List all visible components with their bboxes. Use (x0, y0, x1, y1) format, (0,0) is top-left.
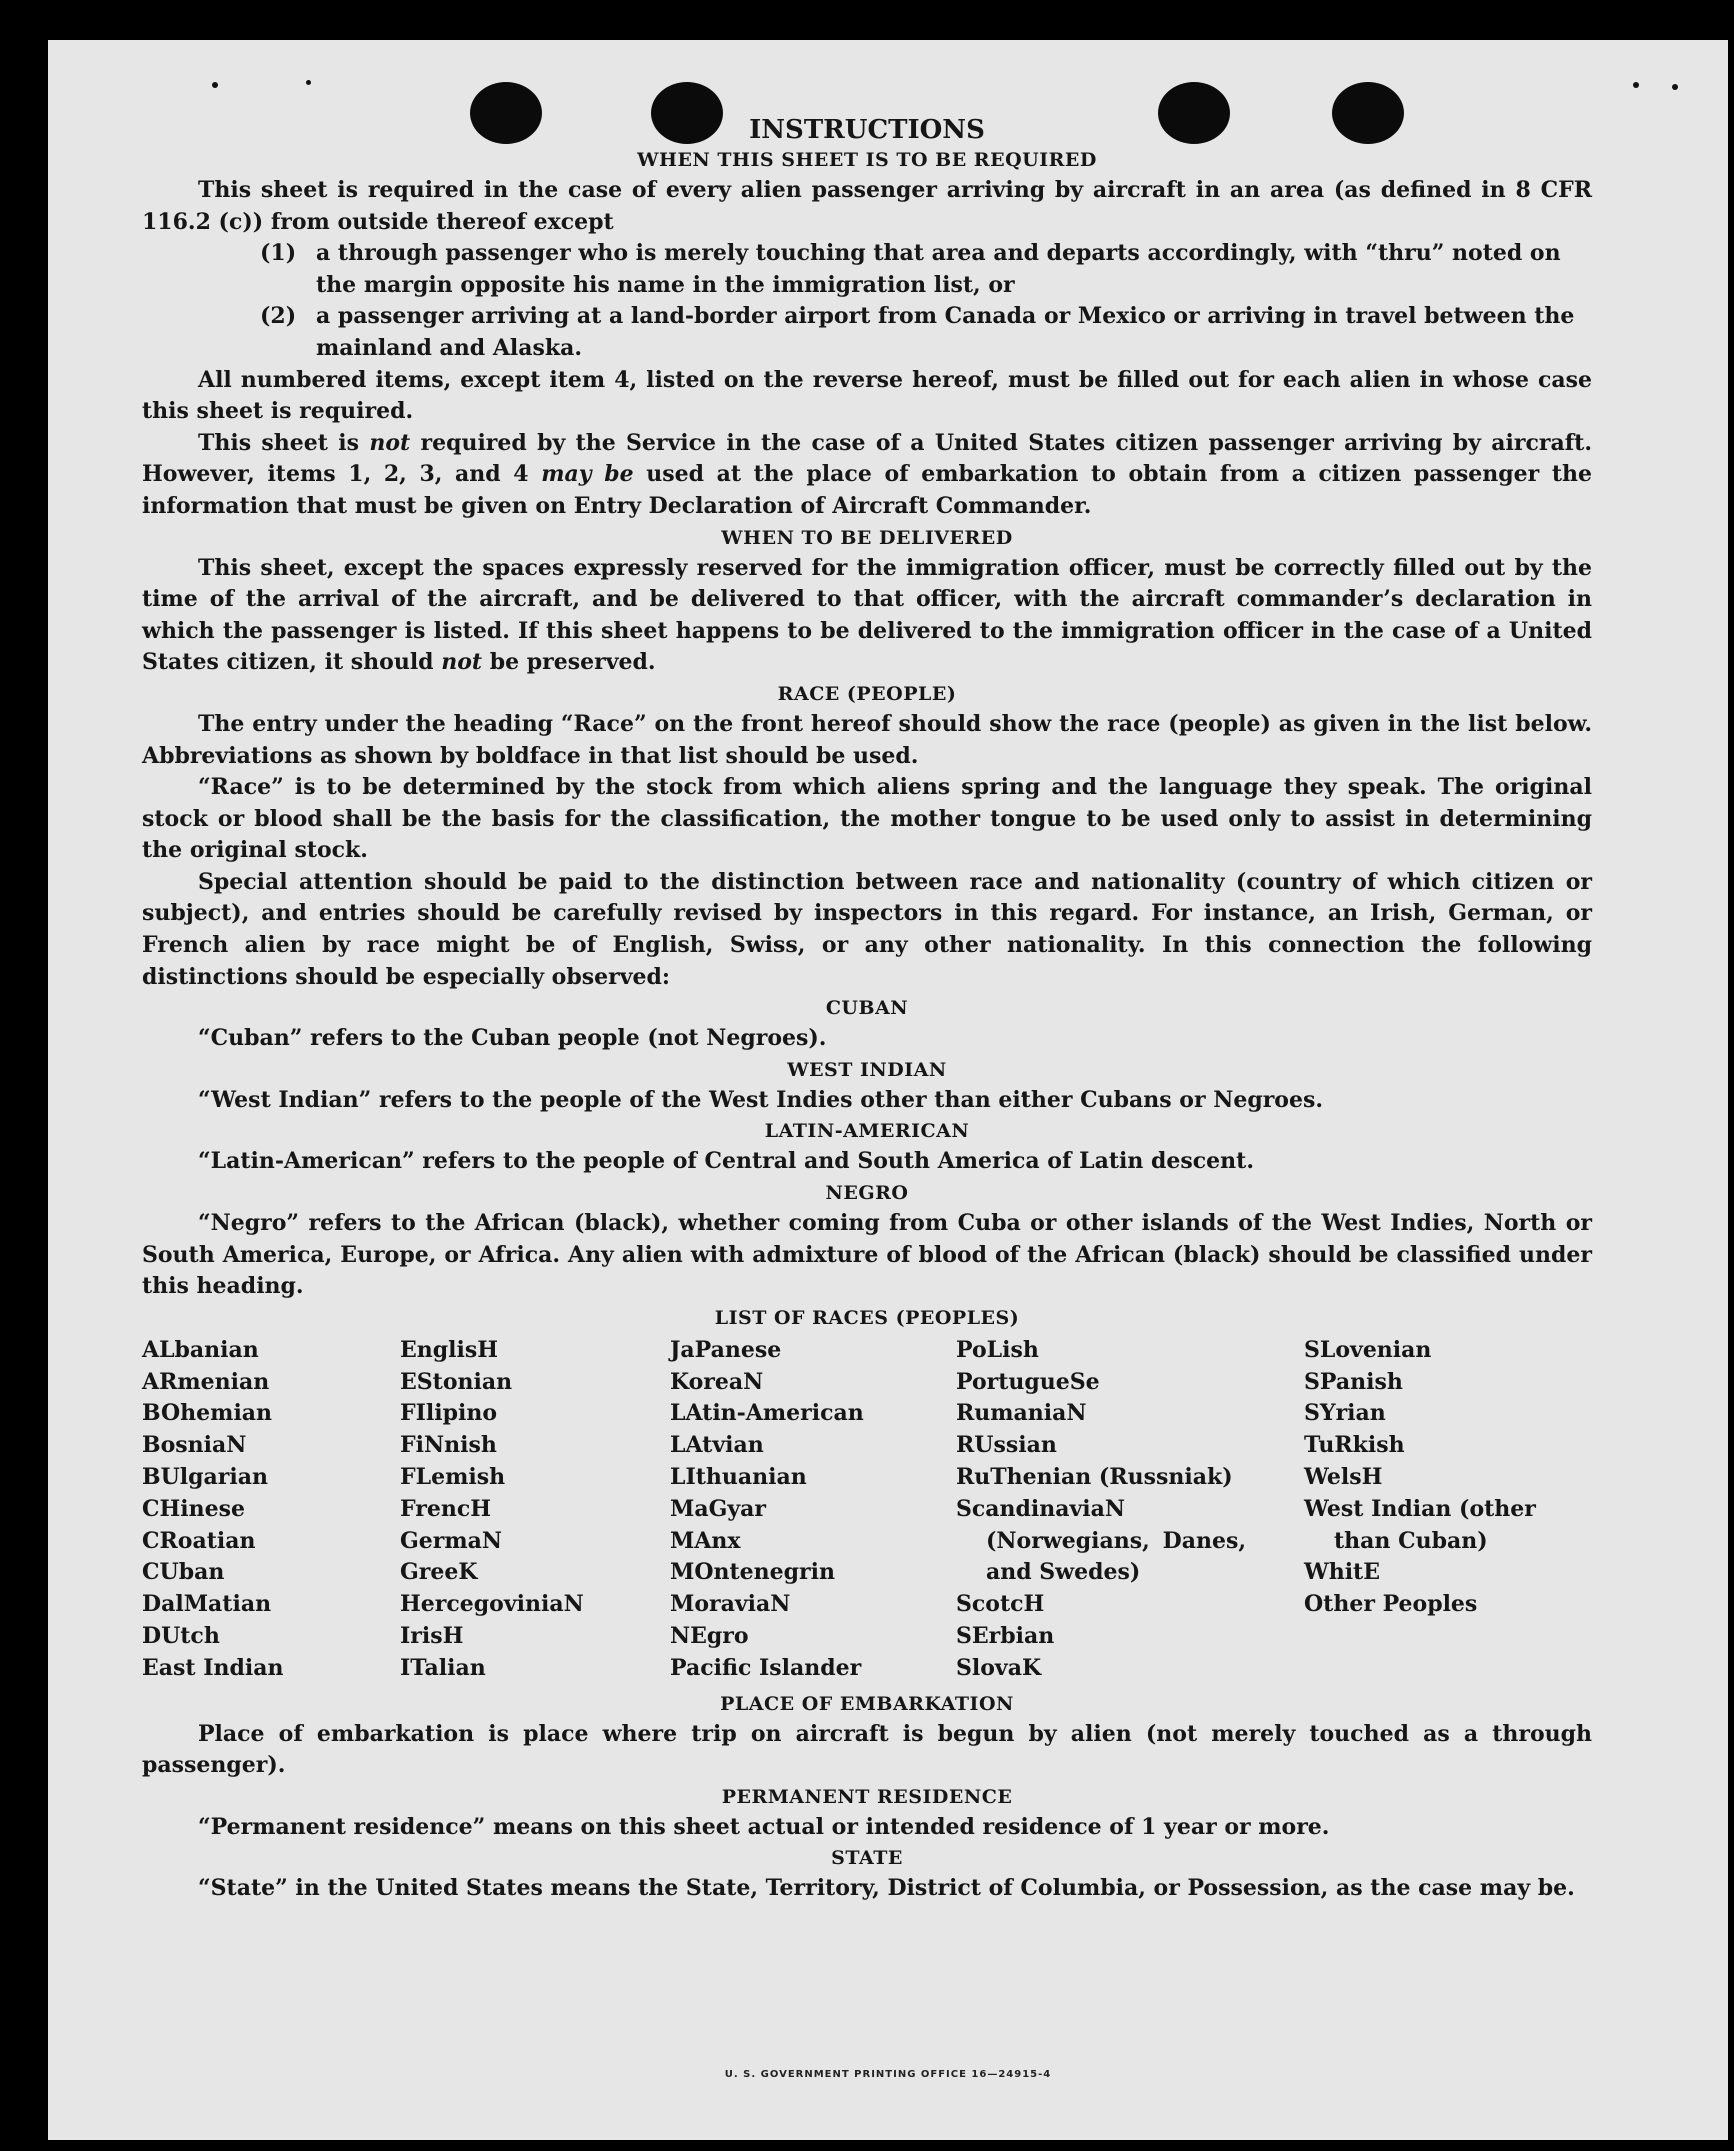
paragraph: “Permanent residence” means on this sheet actual or intended residence of 1 year or more. (198, 1813, 1330, 1840)
paragraph: “Race” is to be determined by the stock from which aliens spring and the language they speak. The original stock or blood shall be the basis for the classification, the mother tongue to be used only to assist in determining the original stock. (142, 774, 1592, 864)
heading-list-of-races: LIST OF RACES (PEOPLES) (714, 1306, 1020, 1329)
heading-west-indian: WEST INDIAN (787, 1058, 947, 1081)
list-item (142, 301, 1592, 364)
race-item: WhitE (1304, 1559, 1380, 1586)
race-item: CHinese (142, 1495, 246, 1522)
paragraph: This sheet is required in the case of every alien passenger arriving by aircraft in an area (as defined in 8 CFR 116.2 (c)) from outside thereof except (142, 177, 1592, 235)
race-item: JaPanese (670, 1336, 782, 1363)
item-number: (1) (260, 240, 297, 267)
race-item: MaGyar (670, 1495, 767, 1522)
speck (1633, 82, 1639, 88)
paragraph: This sheet, except the spaces expressly reserved for the immigration officer, must be correctly filled out by the time of the arrival of the aircraft, and be delivered to that officer, with the aircraft commander’s declaration in which the passenger is listed. If this sheet happens to be delivered to the immigration officer in the case of a United States citizen, it should not be preserved. (142, 554, 1592, 676)
item-number: (2) (260, 303, 297, 330)
item-text: a through passenger who is merely touching that area and departs accordingly, with “thru” noted on the margin opposite his name in the immigration list, or (316, 240, 1561, 298)
race-item: CUban (142, 1559, 225, 1586)
race-item: Other Peoples (1304, 1591, 1478, 1618)
race-column (142, 1335, 400, 1685)
heading-when-delivered: WHEN TO BE DELIVERED (721, 526, 1013, 549)
race-item: ScandinaviaN (Norwegians, Danes, and Swedes) (956, 1495, 1246, 1586)
race-item: ARmenian (142, 1368, 270, 1395)
race-item: KoreaN (670, 1368, 764, 1395)
race-item: RUssian (956, 1432, 1057, 1459)
race-item: MAnx (670, 1527, 741, 1554)
paragraph: This sheet is not required by the Service in the case of a United States citizen passenger arriving by aircraft. However, items 1, 2, 3, and 4 may be used at the place of embarkation to obtain from a citizen passenger the information that must be given on Entry Declaration of Aircraft Commander. (142, 429, 1592, 519)
race-item: TuRkish (1304, 1432, 1405, 1459)
heading-state: STATE (831, 1847, 903, 1870)
race-item: LIthuanian (670, 1464, 807, 1490)
race-item: FrencH (400, 1495, 491, 1522)
race-item: FIlipino (400, 1400, 498, 1427)
race-item: SLovenian (1304, 1336, 1432, 1363)
race-item: RuThenian (Russniak) (956, 1464, 1233, 1490)
list-item (142, 238, 1592, 301)
race-column (956, 1335, 1246, 1685)
race-column (1246, 1335, 1564, 1685)
page-title: INSTRUCTIONS (749, 115, 985, 145)
race-item: EStonian (400, 1368, 513, 1395)
race-list (142, 1335, 1592, 1685)
race-item: DalMatian (142, 1591, 272, 1618)
race-item: PortugueSe (956, 1368, 1100, 1395)
race-item: RumaniaN (956, 1400, 1087, 1427)
paragraph: Place of embarkation is place where trip on aircraft is begun by alien (not merely touched as a through passenger). (142, 1720, 1592, 1779)
race-item: West Indian (other than Cuban) (1304, 1495, 1536, 1554)
race-item: BUlgarian (142, 1464, 268, 1490)
speck (306, 80, 311, 85)
race-item: ALbanian (142, 1336, 259, 1363)
race-item: ITalian (400, 1654, 486, 1681)
race-item: GermaN (400, 1527, 503, 1554)
heading-when-required: WHEN THIS SHEET IS TO BE REQUIRED (637, 149, 1097, 171)
race-item: IrisH (400, 1622, 464, 1649)
emphasis: not (369, 429, 411, 456)
printing-office-footer: U. S. GOVERNMENT PRINTING OFFICE 16—24915-4 (724, 2069, 1052, 2080)
race-item: ScotcH (956, 1591, 1045, 1618)
heading-cuban: CUBAN (825, 997, 909, 1020)
race-item: LAtvian (670, 1432, 764, 1459)
race-column (670, 1335, 956, 1685)
paragraph: The entry under the heading “Race” on the front hereof should show the race (people) as given in the list below. Abbreviations as shown by boldface in that list should be used. (142, 710, 1592, 769)
paragraph: “West Indian” refers to the people of the West Indies other than either Cubans or Negroes. (198, 1086, 1324, 1113)
paragraph: “Cuban” refers to the Cuban people (not Negroes). (198, 1025, 827, 1052)
paragraph: “Latin-American” refers to the people of Central and South America of Latin descent. (198, 1148, 1254, 1175)
emphasis: may be (541, 461, 634, 488)
race-item: SlovaK (956, 1654, 1042, 1681)
race-item: MoraviaN (670, 1591, 791, 1618)
item-text: a passenger arriving at a land-border airport from Canada or Mexico or arriving in travel between the mainland and Alaska. (316, 303, 1575, 361)
race-item: FLemish (400, 1464, 506, 1490)
heading-negro: NEGRO (825, 1182, 909, 1205)
race-item: BosniaN (142, 1432, 247, 1459)
emphasis: not (441, 649, 483, 676)
race-item: SYrian (1304, 1400, 1386, 1427)
race-item: HercegoviniaN (400, 1591, 584, 1618)
race-item: MOntenegrin (670, 1559, 835, 1586)
race-column (400, 1335, 670, 1685)
paragraph: All numbered items, except item 4, listed on the reverse hereof, must be filled out for each alien in whose case this sheet is required. (142, 366, 1592, 425)
race-item: SPanish (1304, 1368, 1403, 1395)
paragraph: “Negro” refers to the African (black), whether coming from Cuba or other islands of the West Indies, North or South America, Europe, or Africa. Any alien with admixture of blood of the African (black) should be classified under this heading. (142, 1210, 1592, 1300)
race-item: DUtch (142, 1622, 220, 1649)
race-item: CRoatian (142, 1527, 256, 1554)
heading-place-of-embarkation: PLACE OF EMBARKATION (720, 1692, 1014, 1715)
race-item: GreeK (400, 1559, 478, 1586)
race-item: SErbian (956, 1622, 1055, 1649)
heading-latin-american: LATIN-AMERICAN (764, 1120, 970, 1143)
race-item: East Indian (142, 1654, 284, 1681)
race-item: BOhemian (142, 1400, 273, 1427)
heading-permanent-residence: PERMANENT RESIDENCE (721, 1785, 1013, 1808)
paragraph: “State” in the United States means the State, Territory, District of Columbia, or Possession, as the case may be. (198, 1875, 1575, 1902)
speck (1672, 84, 1678, 90)
race-item: NEgro (670, 1622, 749, 1649)
race-item: LAtin-American (670, 1400, 864, 1427)
instructions-text (142, 113, 1592, 1905)
race-item: WelsH (1304, 1464, 1383, 1490)
heading-race: RACE (PEOPLE) (777, 682, 957, 705)
race-item: EnglisH (400, 1336, 499, 1363)
speck (212, 82, 218, 88)
paragraph: Special attention should be paid to the distinction between race and nationality (country of which citizen or subject), and entries should be carefully revised by inspectors in this regard. For instance, an Irish, German, or French alien by race might be of English, Swiss, or any other nationality. In this connection the following distinctions should be especially observed: (142, 868, 1592, 990)
race-item: PoLish (956, 1336, 1039, 1363)
race-item: Pacific Islander (670, 1654, 862, 1681)
race-item: FiNnish (400, 1432, 497, 1459)
